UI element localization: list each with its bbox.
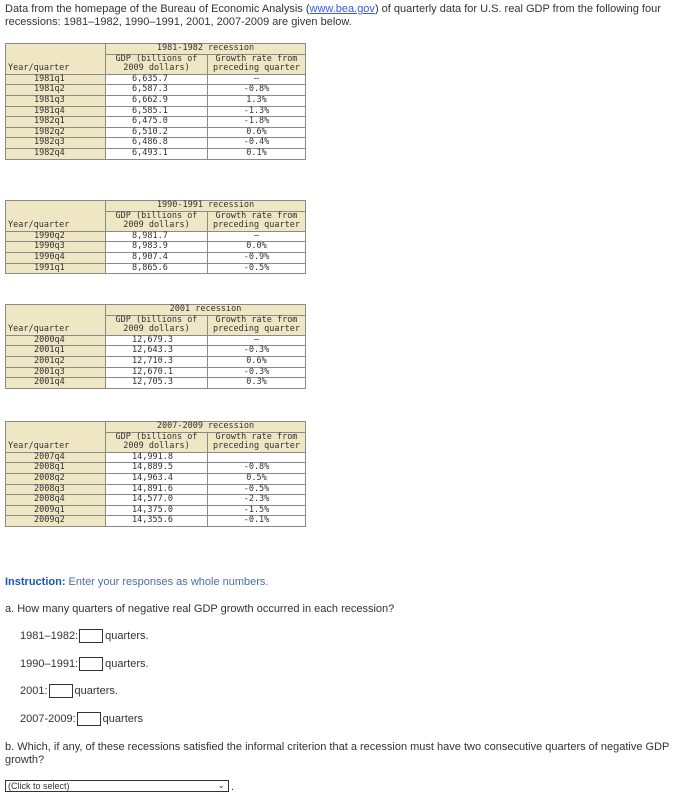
table-row	[6, 231, 306, 242]
gdp-cell: 8,983.9	[106, 242, 208, 253]
gdp-cell: 6,585.1	[106, 106, 208, 117]
header-year-quarter: Year/quarter	[6, 422, 106, 453]
growth-cell	[208, 452, 306, 463]
quarter-cell: 1990q2	[6, 231, 106, 242]
table-row	[6, 138, 306, 149]
gdp-cell: 12,710.3	[106, 356, 208, 367]
response-suffix: quarters.	[74, 685, 118, 697]
header-year-quarter: Year/quarter	[6, 305, 106, 336]
quarter-cell: 2001q3	[6, 367, 106, 378]
gdp-cell: 6,635.7	[106, 74, 208, 85]
growth-cell: -0.8%	[208, 463, 306, 474]
question-a: a. How many quarters of negative real GDP growth occurred in each recession?	[5, 603, 395, 615]
recession-table-1990-1991	[5, 200, 306, 274]
growth-cell: -0.8%	[208, 85, 306, 96]
response-label: 2001:	[20, 685, 48, 697]
quarter-cell: 1990q4	[6, 252, 106, 263]
table-row	[6, 516, 306, 527]
gdp-cell: 12,705.3	[106, 378, 208, 389]
quarter-cell: 2008q1	[6, 463, 106, 474]
header-growth: Growth rate from preceding quarter	[208, 211, 306, 231]
instruction	[5, 576, 269, 588]
answer-input-2007-2009[interactable]	[77, 712, 101, 726]
answer-input-2001[interactable]	[49, 684, 73, 698]
gdp-cell: 14,891.6	[106, 484, 208, 495]
answer-input-1990-1991[interactable]	[79, 657, 103, 671]
intro-after: ) of quarterly data for U.S. real GDP from the following four recessions: 1981–1982, 1990–1991, 2001, 2007-2009 are given below.	[5, 3, 661, 28]
table-row	[6, 463, 306, 474]
quarter-cell: 2008q2	[6, 473, 106, 484]
recession-table-2001	[5, 304, 306, 389]
growth-cell: 0.1%	[208, 148, 306, 159]
quarter-cell: 2009q2	[6, 516, 106, 527]
answer-input-1981-1982[interactable]	[79, 629, 103, 643]
gdp-cell: 12,643.3	[106, 346, 208, 357]
growth-cell: 0.5%	[208, 473, 306, 484]
recession-select[interactable]	[5, 780, 229, 792]
quarter-cell: 1982q1	[6, 117, 106, 128]
quarter-cell: 1981q3	[6, 95, 106, 106]
header-growth: Growth rate from preceding quarter	[208, 432, 306, 452]
quarter-cell: 2009q1	[6, 505, 106, 516]
growth-cell: –	[208, 335, 306, 346]
table-row	[6, 106, 306, 117]
header-year-quarter: Year/quarter	[6, 44, 106, 75]
quarter-cell: 1982q2	[6, 127, 106, 138]
gdp-cell: 14,991.8	[106, 452, 208, 463]
header-growth: Growth rate from preceding quarter	[208, 315, 306, 335]
gdp-cell: 6,475.0	[106, 117, 208, 128]
table-row	[6, 242, 306, 253]
intro-text	[5, 3, 695, 29]
growth-cell: -0.5%	[208, 263, 306, 274]
table-row	[6, 473, 306, 484]
header-growth: Growth rate from preceding quarter	[208, 54, 306, 74]
response-row-2007-2009	[20, 712, 143, 726]
gdp-cell: 12,679.3	[106, 335, 208, 346]
gdp-cell: 6,662.9	[106, 95, 208, 106]
intro-before: Data from the homepage of the Bureau of Economic Analysis (	[5, 3, 310, 15]
table-row	[6, 484, 306, 495]
gdp-cell: 14,889.5	[106, 463, 208, 474]
growth-cell: -1.8%	[208, 117, 306, 128]
recession-table-1981-1982	[5, 43, 306, 160]
growth-cell: -0.3%	[208, 367, 306, 378]
growth-cell: -2.3%	[208, 495, 306, 506]
bea-link[interactable]: www.bea.gov	[309, 3, 375, 15]
table-row	[6, 95, 306, 106]
quarter-cell: 2000q4	[6, 335, 106, 346]
growth-cell: -1.3%	[208, 106, 306, 117]
header-year-quarter: Year/quarter	[6, 201, 106, 232]
table-title: 2001 recession	[106, 305, 306, 316]
response-label: 1990–1991:	[20, 658, 79, 670]
header-gdp: GDP (billions of 2009 dollars)	[106, 315, 208, 335]
gdp-cell: 8,907.4	[106, 252, 208, 263]
response-suffix: quarters.	[105, 658, 149, 670]
table-row	[6, 495, 306, 506]
response-suffix: quarters	[102, 713, 144, 725]
table-row	[6, 378, 306, 389]
gdp-cell: 8,981.7	[106, 231, 208, 242]
growth-cell: 1.3%	[208, 95, 306, 106]
chevron-down-icon: ⌄	[217, 780, 225, 790]
trailing-period: .	[231, 781, 235, 793]
quarter-cell: 2001q1	[6, 346, 106, 357]
table-row	[6, 74, 306, 85]
question-b: b. Which, if any, of these recessions satisfied the informal criterion that a recession must have two consecutive quarters of negative GDP growth?	[5, 741, 670, 766]
growth-cell: –	[208, 74, 306, 85]
quarter-cell: 1982q4	[6, 148, 106, 159]
gdp-cell: 14,577.0	[106, 495, 208, 506]
growth-cell: -0.3%	[208, 346, 306, 357]
table-row	[6, 148, 306, 159]
table-row	[6, 335, 306, 346]
growth-cell: -1.5%	[208, 505, 306, 516]
instruction-label: Instruction:	[5, 576, 66, 588]
growth-cell: 0.3%	[208, 378, 306, 389]
growth-cell: -0.5%	[208, 484, 306, 495]
table-title: 1981-1982 recession	[106, 44, 306, 55]
growth-cell: -0.9%	[208, 252, 306, 263]
quarter-cell: 1981q2	[6, 85, 106, 96]
quarter-cell: 2008q4	[6, 495, 106, 506]
response-row-1990-1991	[20, 657, 149, 671]
growth-cell: -0.1%	[208, 516, 306, 527]
table-row	[6, 263, 306, 274]
quarter-cell: 1982q3	[6, 138, 106, 149]
table-row	[6, 346, 306, 357]
gdp-cell: 14,963.4	[106, 473, 208, 484]
quarter-cell: 2007q4	[6, 452, 106, 463]
growth-cell: 0.6%	[208, 127, 306, 138]
quarter-cell: 2001q2	[6, 356, 106, 367]
growth-cell: 0.0%	[208, 242, 306, 253]
gdp-cell: 6,486.8	[106, 138, 208, 149]
instruction-text: Enter your responses as whole numbers.	[65, 576, 269, 588]
quarter-cell: 1981q1	[6, 74, 106, 85]
quarter-cell: 1981q4	[6, 106, 106, 117]
table-row	[6, 85, 306, 96]
gdp-cell: 14,355.6	[106, 516, 208, 527]
quarter-cell: 2001q4	[6, 378, 106, 389]
table-row	[6, 505, 306, 516]
response-row-2001	[20, 684, 118, 698]
gdp-cell: 6,493.1	[106, 148, 208, 159]
quarter-cell: 1990q3	[6, 242, 106, 253]
quarter-cell: 1991q1	[6, 263, 106, 274]
select-value: (Click to select)	[8, 781, 70, 791]
table-row	[6, 117, 306, 128]
gdp-cell: 14,375.0	[106, 505, 208, 516]
quarter-cell: 2008q3	[6, 484, 106, 495]
table-row	[6, 452, 306, 463]
table-row	[6, 127, 306, 138]
response-row-1981-1982	[20, 629, 149, 643]
header-gdp: GDP (billions of 2009 dollars)	[106, 54, 208, 74]
table-row	[6, 252, 306, 263]
response-label: 2007-2009:	[20, 713, 76, 725]
gdp-cell: 6,587.3	[106, 85, 208, 96]
header-gdp: GDP (billions of 2009 dollars)	[106, 211, 208, 231]
growth-cell: -0.4%	[208, 138, 306, 149]
table-row	[6, 367, 306, 378]
gdp-cell: 6,510.2	[106, 127, 208, 138]
table-title: 1990-1991 recession	[106, 201, 306, 212]
response-label: 1981–1982:	[20, 630, 79, 642]
table-row	[6, 356, 306, 367]
growth-cell: –	[208, 231, 306, 242]
header-gdp: GDP (billions of 2009 dollars)	[106, 432, 208, 452]
recession-table-2007-2009	[5, 421, 306, 527]
gdp-cell: 8,865.6	[106, 263, 208, 274]
response-suffix: quarters.	[105, 630, 149, 642]
table-title: 2007-2009 recession	[106, 422, 306, 433]
growth-cell: 0.6%	[208, 356, 306, 367]
gdp-cell: 12,670.1	[106, 367, 208, 378]
